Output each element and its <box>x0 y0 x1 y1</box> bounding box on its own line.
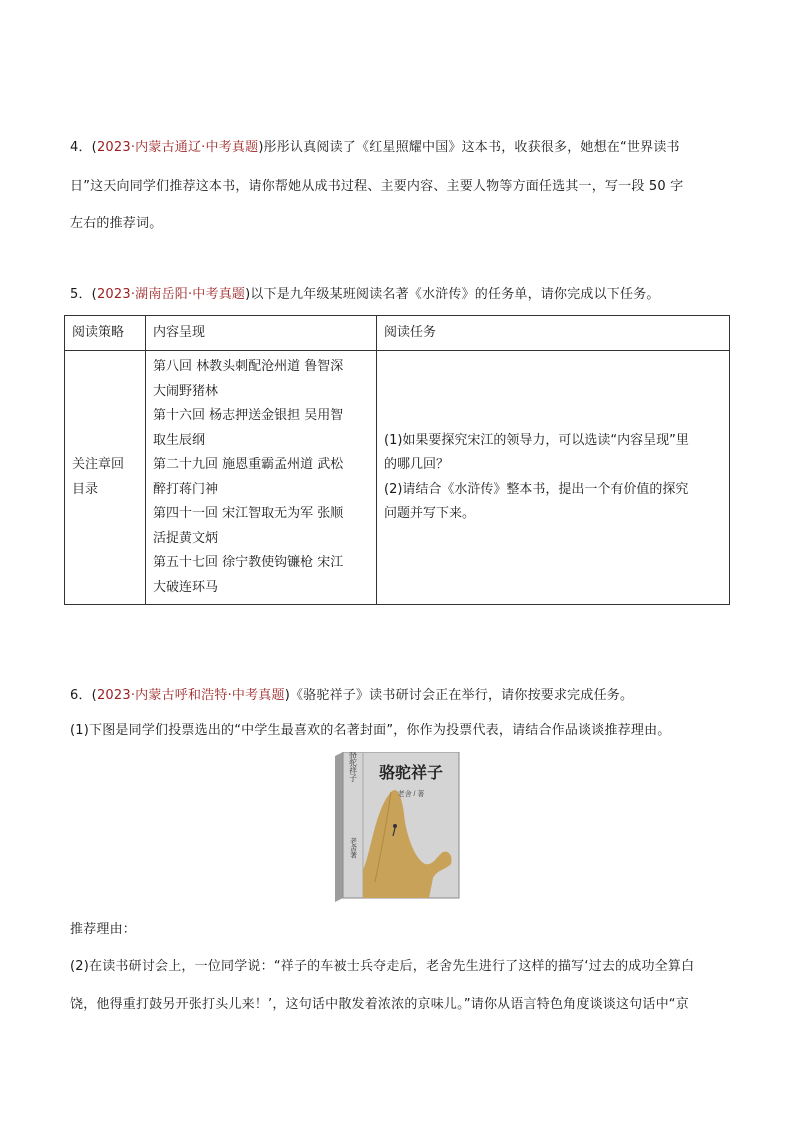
chapter-line: 取生辰纲 <box>153 432 206 448</box>
q6-sub1: (1)下图是同学们投票选出的“中学生最喜欢的名著封面”，你作为投票代表，请结合作品谈谈推荐理由。 <box>70 723 671 738</box>
q6-text: 《骆驼祥子》读书研讨会正在举行，请你按要求完成任务。 <box>289 688 634 703</box>
table-row <box>65 351 730 605</box>
q4-source: 2023·内蒙古通辽·中考真题 <box>96 140 259 155</box>
spine-author: 老舍著 <box>349 837 357 859</box>
chapter-line: 活捉黄文炳 <box>153 530 219 546</box>
task-line: 的哪几回？ <box>384 457 450 472</box>
q6-stem <box>70 684 633 703</box>
chapter-line: 第八回 林教头刺配沧州道 鲁智深 <box>153 359 344 374</box>
q5-number: 5．( <box>70 287 97 302</box>
q4-line3: 左右的推荐词。 <box>70 216 163 231</box>
q5-source: 2023·湖南岳阳·中考真题 <box>96 287 246 302</box>
cover-title: 骆驼祥子 <box>378 765 444 782</box>
walking-figure-icon <box>393 824 397 828</box>
tasks-cell <box>377 351 730 605</box>
header-strategy: 阅读策略 <box>65 316 146 351</box>
q6-sub2-line1: (2)在读书研讨会上，一位同学说：“祥子的车被士兵夺走后，老舍先生进行了这样的描写‘过去的成功全算白 <box>70 959 695 974</box>
spine-title: 骆驼祥子 <box>348 752 358 782</box>
q4-text: 彤彤认真阅读了《红星照耀中国》这本书，收获很多，她想在“世界读书 <box>263 140 680 155</box>
recommend-reason-label: 推荐理由： <box>70 922 137 937</box>
q4-close: ) <box>258 140 264 155</box>
q4-line1 <box>70 136 680 155</box>
q6-close: ) <box>284 688 290 703</box>
chapter-line: 第十六回 杨志押送金银担 吴用智 <box>153 408 344 423</box>
q6-source: 2023·内蒙古呼和浩特·中考真题 <box>96 688 285 703</box>
strategy-cell <box>65 351 146 605</box>
q4-number: 4．( <box>70 140 97 155</box>
strategy-line: 目录 <box>72 481 99 497</box>
q5-stem <box>70 283 660 302</box>
cover-author: 老舍 / 著 <box>397 791 425 798</box>
table-header-row <box>65 316 730 351</box>
header-task: 阅读任务 <box>377 316 730 351</box>
task-line: (1)如果要探究宋江的领导力，可以选读“内容呈现”里 <box>384 432 689 448</box>
task-line: 问题并写下来。 <box>384 506 476 521</box>
book-cover-image <box>333 752 461 902</box>
reading-task-table <box>64 315 730 605</box>
book-side <box>335 752 343 902</box>
q6-number: 6．( <box>70 688 97 703</box>
header-content: 内容呈现 <box>146 316 377 351</box>
q5-text: 以下是九年级某班阅读名著《水浒传》的任务单，请你完成以下任务。 <box>250 287 660 302</box>
chapter-line: 大闹野猪林 <box>153 383 219 399</box>
chapter-line: 醉打蒋门神 <box>153 481 219 497</box>
chapter-line: 第四十一回 宋江智取无为军 张顺 <box>153 506 344 521</box>
chapter-line: 大破连环马 <box>153 579 219 595</box>
chapter-line: 第五十七回 徐宁教使钩镰枪 宋江 <box>153 555 344 570</box>
q6-sub2-line2: 饶，他得重打鼓另开张打头儿来！’，这句话中散发着浓浓的京味儿。”请你从语言特色角度谈谈这句话中“京 <box>70 997 689 1012</box>
chapter-line: 第二十九回 施恩重霸孟州道 武松 <box>153 457 344 472</box>
task-line: (2)请结合《水浒传》整本书，提出一个有价值的探究 <box>384 481 689 497</box>
chapters-cell <box>146 351 377 605</box>
book-cover-illustration <box>333 752 461 902</box>
q4-line2: 日”这天向同学们推荐这本书，请你帮她从成书过程、主要内容、主要人物等方面任选其一，写一段 50 字 <box>70 179 684 194</box>
q5-close: ) <box>245 287 251 302</box>
strategy-line: 关注章回 <box>72 457 125 472</box>
